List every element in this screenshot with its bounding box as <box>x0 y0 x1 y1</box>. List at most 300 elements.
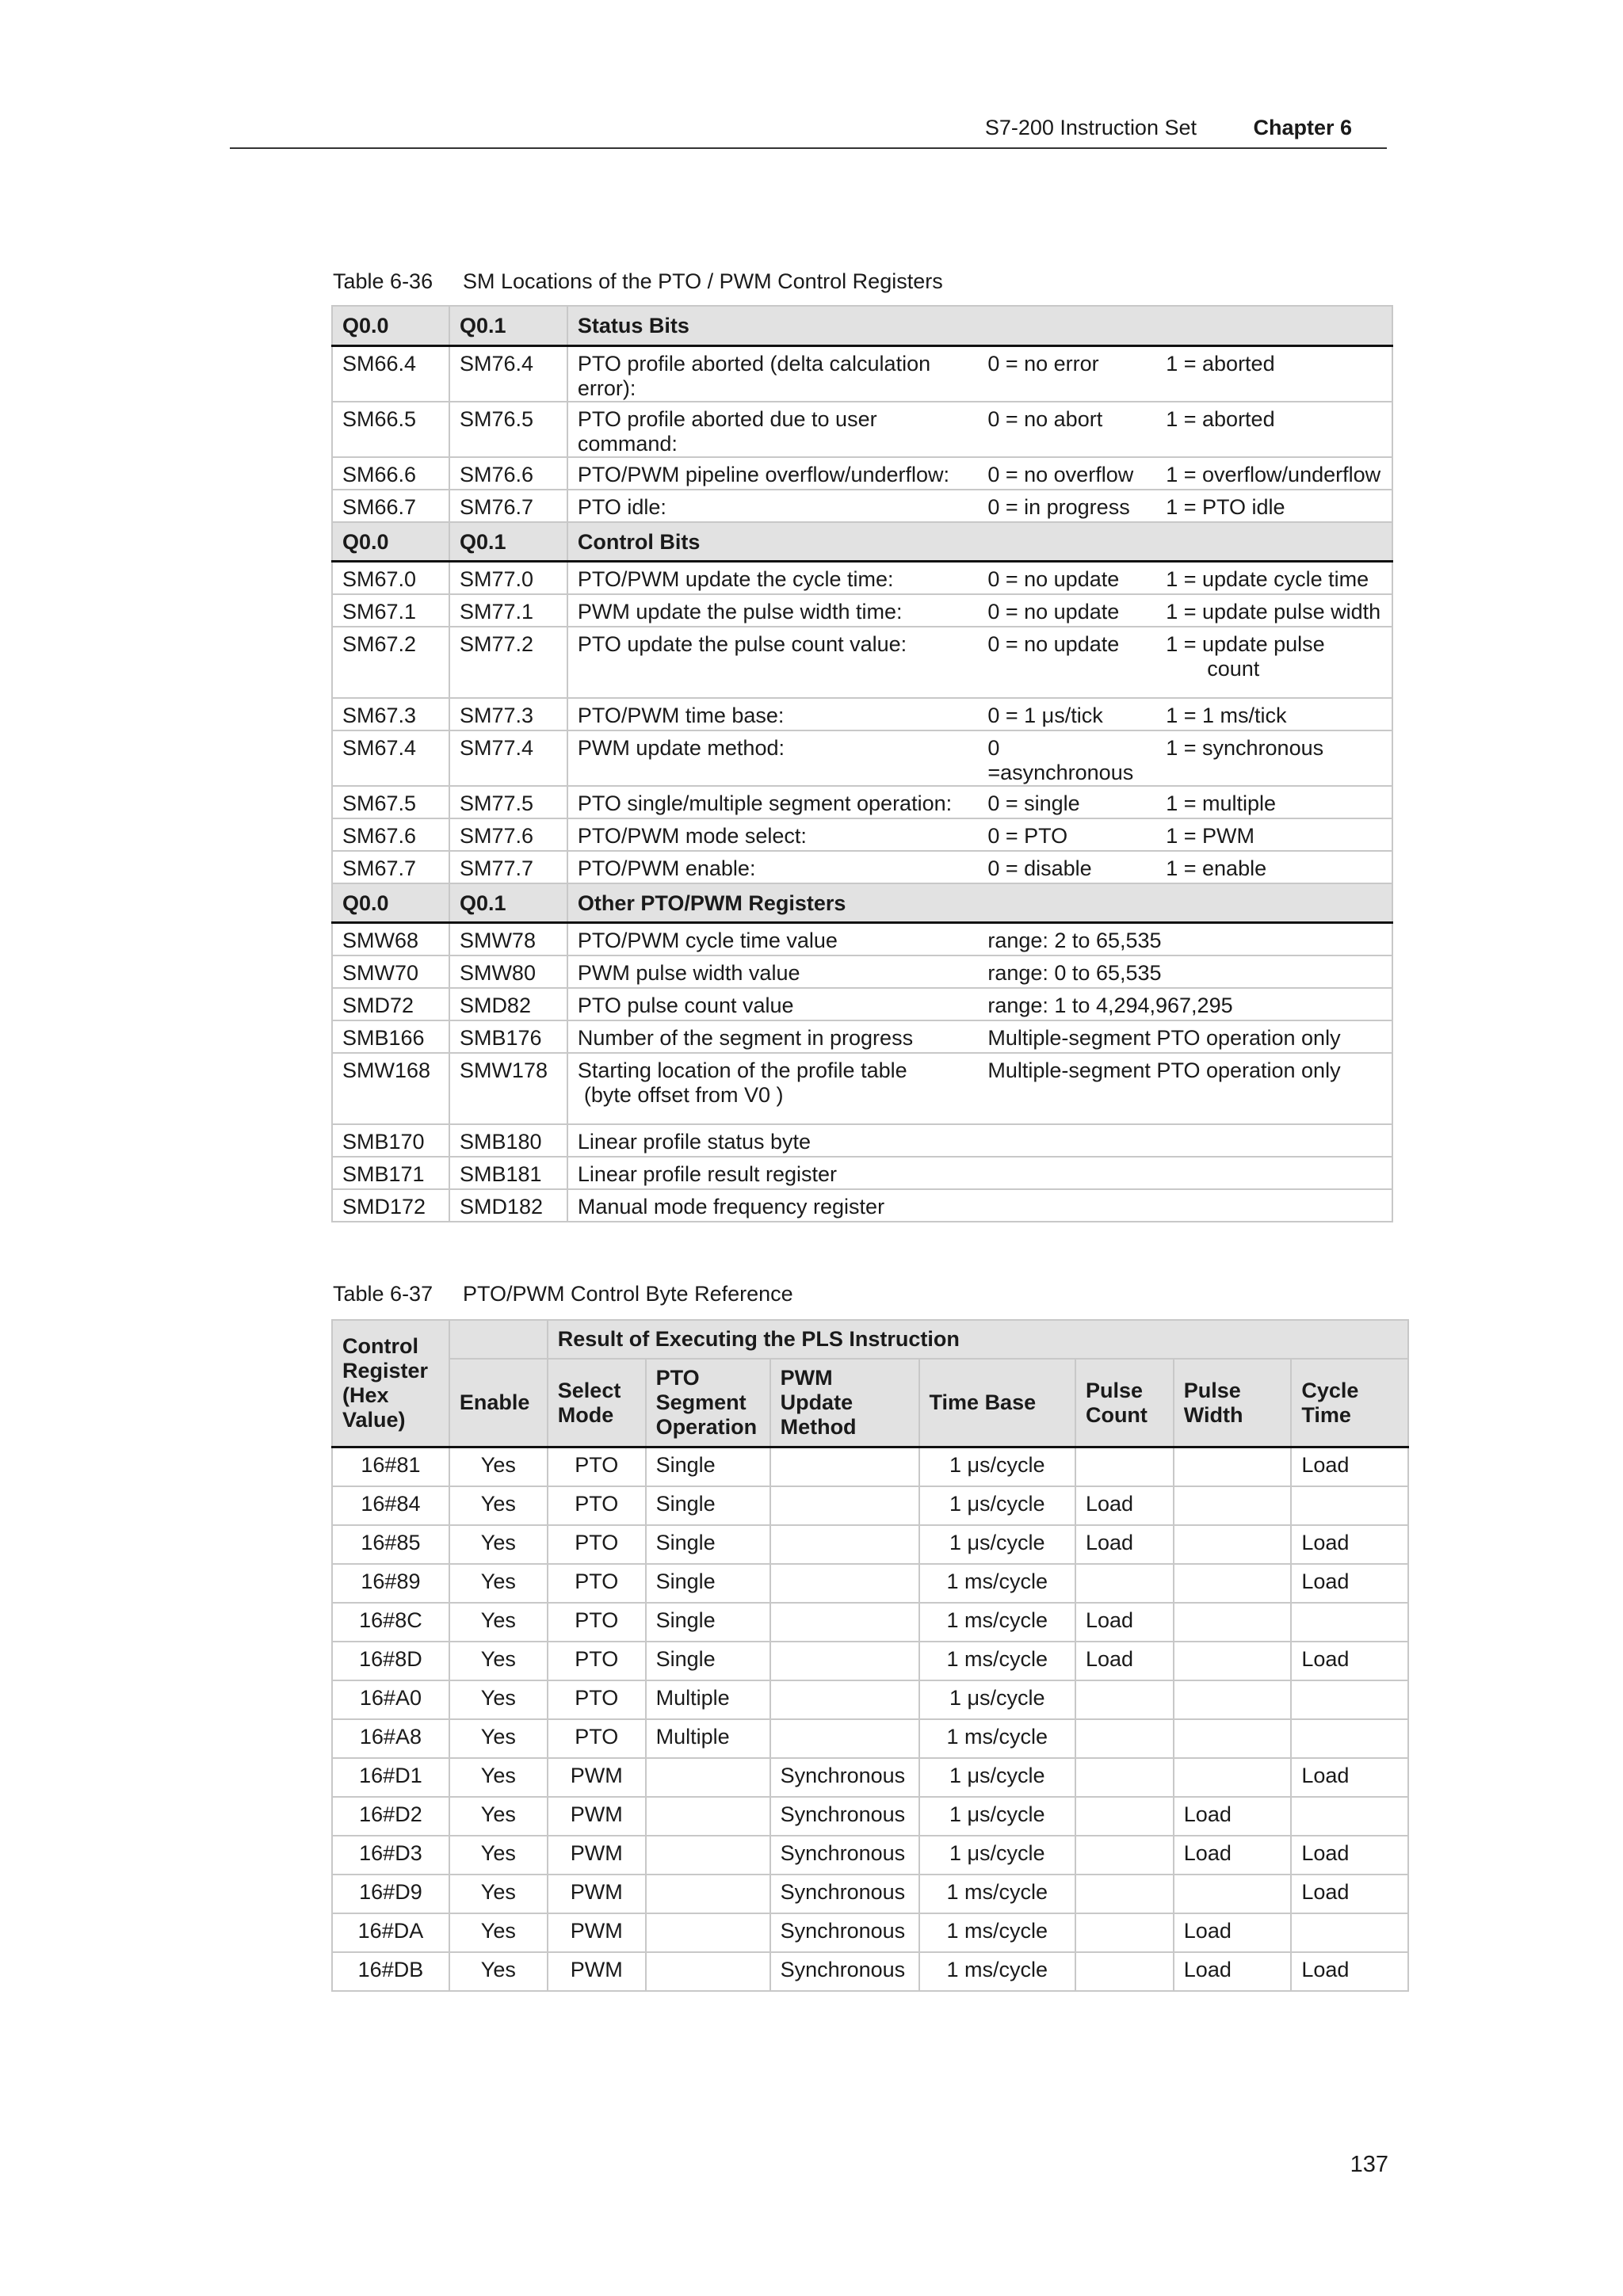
control-byte-row <box>332 1758 1408 1797</box>
enable-value: Yes <box>449 1758 548 1797</box>
update-method-value: Synchronous <box>770 1913 919 1952</box>
q1-address: SMB176 <box>449 1020 567 1053</box>
cycle-time-value <box>1291 1913 1408 1952</box>
control-bit-row <box>332 627 1392 698</box>
value-zero: 0 = no error <box>978 345 1156 402</box>
time-base-value: 1 ms/cycle <box>919 1913 1075 1952</box>
status-bit-row <box>332 345 1392 402</box>
segment-operation-value: Single <box>646 1486 770 1525</box>
blank-header-cell <box>449 1320 548 1359</box>
select-mode-value: PWM <box>548 1875 646 1913</box>
control-register-value: 16#D9 <box>332 1875 449 1913</box>
bit-description: PWM update the pulse width time: <box>567 594 978 627</box>
cycle-time-value: Load <box>1291 1836 1408 1875</box>
q0-address: SMB171 <box>332 1157 449 1189</box>
time-base-value: 1 μs/cycle <box>919 1836 1075 1875</box>
control-bits-title: Control Bits <box>567 522 1392 562</box>
enable-value: Yes <box>449 1913 548 1952</box>
select-mode-header: Select Mode <box>548 1359 646 1447</box>
bit-description: PTO profile aborted (delta calculation error): <box>567 345 978 402</box>
q0-address: SM67.7 <box>332 851 449 883</box>
q0-address: SM66.6 <box>332 457 449 490</box>
control-register-header-line: Value) <box>342 1408 406 1432</box>
control-register-value: 16#A0 <box>332 1680 449 1719</box>
control-byte-row <box>332 1525 1408 1564</box>
enable-value: Yes <box>449 1797 548 1836</box>
control-bit-row <box>332 730 1392 786</box>
select-mode-value: PTO <box>548 1525 646 1564</box>
enable-value: Yes <box>449 1603 548 1642</box>
pwm-update-method-header: PWM Update Method <box>770 1359 919 1447</box>
segment-operation-value: Multiple <box>646 1680 770 1719</box>
q0-address: SMW168 <box>332 1053 449 1124</box>
segment-operation-value: Single <box>646 1447 770 1486</box>
column-header-q0: Q0.0 <box>332 522 449 562</box>
enable-value: Yes <box>449 1564 548 1603</box>
other-registers-title: Other PTO/PWM Registers <box>567 883 1392 923</box>
pulse-count-value <box>1075 1758 1174 1797</box>
bit-description: PTO/PWM pipeline overflow/underflow: <box>567 457 978 490</box>
q1-address: SM77.5 <box>449 786 567 818</box>
value-one: 1 = enable <box>1166 856 1267 880</box>
cycle-time-value <box>1291 1486 1408 1525</box>
control-bit-row <box>332 594 1392 627</box>
q0-address: SMD172 <box>332 1189 449 1222</box>
register-row <box>332 988 1392 1020</box>
pulse-width-value <box>1174 1642 1292 1680</box>
bit-description: PTO profile aborted due to user command: <box>567 402 978 457</box>
register-range: range: 0 to 65,535 <box>978 955 1392 988</box>
control-byte-reference-table <box>331 1319 1409 1992</box>
control-register-value: 16#DB <box>332 1952 449 1991</box>
control-byte-row <box>332 1564 1408 1603</box>
value-one: 1 = aborted <box>1166 351 1275 376</box>
control-byte-row <box>332 1952 1408 1991</box>
update-method-value <box>770 1642 919 1680</box>
q0-address: SM67.1 <box>332 594 449 627</box>
time-base-value: 1 μs/cycle <box>919 1525 1075 1564</box>
register-description-continued: (byte offset from V0 ) <box>583 1082 784 1107</box>
time-base-value: 1 ms/cycle <box>919 1875 1075 1913</box>
select-mode-value: PTO <box>548 1642 646 1680</box>
q1-address: SMD82 <box>449 988 567 1020</box>
q0-address: SMW70 <box>332 955 449 988</box>
enable-value: Yes <box>449 1719 548 1758</box>
bit-description: PTO update the pulse count value: <box>567 627 978 698</box>
q1-address: SMW80 <box>449 955 567 988</box>
update-method-value: Synchronous <box>770 1797 919 1836</box>
control-register-value: 16#D2 <box>332 1797 449 1836</box>
pulse-count-value <box>1075 1564 1174 1603</box>
select-mode-value: PWM <box>548 1836 646 1875</box>
update-method-value: Synchronous <box>770 1952 919 1991</box>
segment-operation-value: Single <box>646 1525 770 1564</box>
register-description: Starting location of the profile table <box>577 1058 907 1082</box>
enable-header: Enable <box>449 1359 548 1447</box>
cycle-time-value: Load <box>1291 1525 1408 1564</box>
time-base-value: 1 μs/cycle <box>919 1486 1075 1525</box>
table-36-caption <box>333 269 943 294</box>
segment-operation-value: Single <box>646 1603 770 1642</box>
control-bit-row <box>332 698 1392 730</box>
register-description-cell <box>567 1189 978 1222</box>
bit-description: PTO/PWM enable: <box>567 851 978 883</box>
value-zero: 0 = no update <box>978 594 1156 627</box>
control-bit-row <box>332 786 1392 818</box>
value-one-cell <box>1156 627 1392 698</box>
header-section-title: S7-200 Instruction Set <box>984 116 1197 139</box>
pulse-width-value <box>1174 1447 1292 1486</box>
register-range <box>978 1189 1392 1222</box>
cycle-time-value: Load <box>1291 1952 1408 1991</box>
control-register-value: 16#81 <box>332 1447 449 1486</box>
update-method-value <box>770 1564 919 1603</box>
cycle-time-value <box>1291 1797 1408 1836</box>
segment-operation-value <box>646 1797 770 1836</box>
register-row <box>332 1020 1392 1053</box>
update-method-value: Synchronous <box>770 1836 919 1875</box>
bit-description: PTO/PWM time base: <box>567 698 978 730</box>
segment-operation-value: Single <box>646 1642 770 1680</box>
register-row <box>332 923 1392 955</box>
register-description-cell <box>567 1124 978 1157</box>
segment-operation-value <box>646 1836 770 1875</box>
value-one-cell <box>1156 730 1392 786</box>
pulse-width-value: Load <box>1174 1836 1292 1875</box>
register-range: range: 2 to 65,535 <box>978 923 1392 955</box>
select-mode-value: PTO <box>548 1603 646 1642</box>
register-description: Manual mode frequency register <box>577 1194 885 1219</box>
select-mode-value: PTO <box>548 1564 646 1603</box>
value-one: 1 = update pulse width <box>1166 599 1381 624</box>
enable-value: Yes <box>449 1875 548 1913</box>
value-one: 1 = aborted <box>1166 406 1275 431</box>
q1-address: SM77.1 <box>449 594 567 627</box>
q1-address: SMB181 <box>449 1157 567 1189</box>
control-byte-row <box>332 1797 1408 1836</box>
pulse-width-value: Load <box>1174 1797 1292 1836</box>
q1-address: SM77.7 <box>449 851 567 883</box>
pulse-width-value <box>1174 1525 1292 1564</box>
q0-address: SMB170 <box>332 1124 449 1157</box>
control-register-header-line: Register <box>342 1359 429 1383</box>
value-zero: 0 = no overflow <box>978 457 1156 490</box>
table-37-header-row-1 <box>332 1320 1408 1359</box>
q0-address: SM67.0 <box>332 562 449 594</box>
value-zero: 0 = disable <box>978 851 1156 883</box>
select-mode-value: PWM <box>548 1952 646 1991</box>
time-base-value: 1 μs/cycle <box>919 1797 1075 1836</box>
segment-operation-value: Multiple <box>646 1719 770 1758</box>
value-zero: 0 = single <box>978 786 1156 818</box>
page-number: 137 <box>1350 2152 1388 2177</box>
control-register-value: 16#84 <box>332 1486 449 1525</box>
pulse-count-value: Load <box>1075 1603 1174 1642</box>
select-mode-value: PWM <box>548 1758 646 1797</box>
cycle-time-value <box>1291 1680 1408 1719</box>
q0-address: SM66.7 <box>332 490 449 522</box>
control-bit-row <box>332 851 1392 883</box>
update-method-value <box>770 1447 919 1486</box>
value-zero: 0 = in progress <box>978 490 1156 522</box>
value-zero: 0 = PTO <box>978 818 1156 851</box>
table-36-title: SM Locations of the PTO / PWM Control Registers <box>463 269 943 293</box>
bit-description: PTO single/multiple segment operation: <box>567 786 978 818</box>
q1-address: SM76.5 <box>449 402 567 457</box>
update-method-value <box>770 1719 919 1758</box>
register-description: Number of the segment in progress <box>577 1025 914 1050</box>
pulse-count-value <box>1075 1797 1174 1836</box>
q0-address: SM67.5 <box>332 786 449 818</box>
select-mode-value: PTO <box>548 1719 646 1758</box>
enable-value: Yes <box>449 1952 548 1991</box>
control-register-value: 16#8C <box>332 1603 449 1642</box>
pulse-width-value <box>1174 1719 1292 1758</box>
q1-address: SM77.6 <box>449 818 567 851</box>
pulse-count-value <box>1075 1836 1174 1875</box>
q1-address: SM77.3 <box>449 698 567 730</box>
table-36-number: Table 6-36 <box>333 269 433 293</box>
control-byte-row <box>332 1603 1408 1642</box>
select-mode-value: PWM <box>548 1797 646 1836</box>
q0-address: SM67.2 <box>332 627 449 698</box>
bit-description: PTO/PWM update the cycle time: <box>567 562 978 594</box>
cycle-time-value <box>1291 1603 1408 1642</box>
value-one-cell <box>1156 402 1392 457</box>
q0-address: SM66.5 <box>332 402 449 457</box>
q0-address: SM66.4 <box>332 345 449 402</box>
control-register-value: 16#D3 <box>332 1836 449 1875</box>
value-one-cell <box>1156 698 1392 730</box>
q0-address: SMB166 <box>332 1020 449 1053</box>
control-register-value: 16#A8 <box>332 1719 449 1758</box>
pulse-width-value: Load <box>1174 1952 1292 1991</box>
q0-address: SMD72 <box>332 988 449 1020</box>
q1-address: SM77.4 <box>449 730 567 786</box>
enable-value: Yes <box>449 1486 548 1525</box>
update-method-value <box>770 1486 919 1525</box>
update-method-value <box>770 1525 919 1564</box>
cycle-time-value <box>1291 1719 1408 1758</box>
pulse-count-header: Pulse Count <box>1075 1359 1174 1447</box>
update-method-value <box>770 1680 919 1719</box>
register-range: Multiple-segment PTO operation only <box>978 1053 1392 1124</box>
register-range: range: 1 to 4,294,967,295 <box>978 988 1392 1020</box>
pulse-count-value <box>1075 1913 1174 1952</box>
control-byte-row <box>332 1486 1408 1525</box>
pulse-width-value <box>1174 1875 1292 1913</box>
register-row <box>332 1124 1392 1157</box>
cycle-time-value: Load <box>1291 1564 1408 1603</box>
control-register-value: 16#8D <box>332 1642 449 1680</box>
control-bit-row <box>332 818 1392 851</box>
pulse-count-value <box>1075 1447 1174 1486</box>
time-base-value: 1 μs/cycle <box>919 1680 1075 1719</box>
value-one-cell <box>1156 851 1392 883</box>
table-37-title: PTO/PWM Control Byte Reference <box>463 1282 793 1306</box>
pulse-width-value <box>1174 1680 1292 1719</box>
q1-address: SM77.0 <box>449 562 567 594</box>
register-description-cell <box>567 1157 978 1189</box>
value-one: 1 = PTO idle <box>1166 494 1285 519</box>
pulse-width-header: Pulse Width <box>1174 1359 1292 1447</box>
pulse-width-value <box>1174 1486 1292 1525</box>
column-header-q1: Q0.1 <box>449 306 567 345</box>
register-row <box>332 1053 1392 1124</box>
q1-address: SM76.7 <box>449 490 567 522</box>
status-bit-row <box>332 457 1392 490</box>
control-byte-row <box>332 1913 1408 1952</box>
register-description: PWM pulse width value <box>577 960 800 985</box>
register-description-cell <box>567 1020 978 1053</box>
pulse-count-value: Load <box>1075 1486 1174 1525</box>
value-one: 1 = synchronous <box>1166 735 1324 760</box>
register-description: PTO pulse count value <box>577 993 794 1017</box>
value-one-continued: count <box>1207 656 1260 681</box>
enable-value: Yes <box>449 1642 548 1680</box>
register-row <box>332 1189 1392 1222</box>
q0-address: SM67.3 <box>332 698 449 730</box>
enable-value: Yes <box>449 1680 548 1719</box>
register-row <box>332 1157 1392 1189</box>
sm-locations-table <box>331 305 1393 1222</box>
register-range: Multiple-segment PTO operation only <box>978 1020 1392 1053</box>
column-header-q1: Q0.1 <box>449 883 567 923</box>
register-range <box>978 1124 1392 1157</box>
pulse-count-value <box>1075 1952 1174 1991</box>
control-register-header-line: (Hex <box>342 1383 389 1407</box>
q1-address: SMW78 <box>449 923 567 955</box>
control-register-value: 16#89 <box>332 1564 449 1603</box>
value-one-cell <box>1156 490 1392 522</box>
pulse-count-value <box>1075 1719 1174 1758</box>
status-bits-title: Status Bits <box>567 306 1392 345</box>
q1-address: SMB180 <box>449 1124 567 1157</box>
register-description: PTO/PWM cycle time value <box>577 929 838 952</box>
control-byte-row <box>332 1719 1408 1758</box>
value-zero: 0 = no update <box>978 627 1156 698</box>
segment-operation-value: Single <box>646 1564 770 1603</box>
value-one-cell <box>1156 786 1392 818</box>
pulse-count-value <box>1075 1875 1174 1913</box>
q1-address: SMD182 <box>449 1189 567 1222</box>
control-register-header-line: Control <box>342 1334 418 1358</box>
control-bit-row <box>332 562 1392 594</box>
pulse-count-value: Load <box>1075 1642 1174 1680</box>
control-byte-row <box>332 1680 1408 1719</box>
column-header-q1: Q0.1 <box>449 522 567 562</box>
value-one: 1 = 1 ms/tick <box>1166 703 1287 727</box>
enable-value: Yes <box>449 1447 548 1486</box>
status-bits-header-row <box>332 306 1392 345</box>
register-description-cell <box>567 1053 978 1124</box>
pulse-width-value <box>1174 1758 1292 1797</box>
enable-value: Yes <box>449 1525 548 1564</box>
value-one: 1 = update pulse <box>1166 631 1325 656</box>
cycle-time-value: Load <box>1291 1875 1408 1913</box>
register-description-cell <box>567 923 978 955</box>
value-one: 1 = PWM <box>1166 823 1255 848</box>
status-bit-row <box>332 490 1392 522</box>
page-header <box>230 111 1387 149</box>
value-zero: 0 =asynchronous <box>978 730 1156 786</box>
control-register-value: 16#D1 <box>332 1758 449 1797</box>
value-one: 1 = overflow/underflow <box>1166 462 1381 486</box>
other-registers-header-row <box>332 883 1392 923</box>
control-register-header <box>332 1320 449 1447</box>
time-base-value: 1 ms/cycle <box>919 1719 1075 1758</box>
value-zero: 0 = no abort <box>978 402 1156 457</box>
control-register-value: 16#85 <box>332 1525 449 1564</box>
pulse-width-value <box>1174 1603 1292 1642</box>
register-row <box>332 955 1392 988</box>
register-description: Linear profile status byte <box>577 1129 812 1154</box>
pulse-width-value: Load <box>1174 1913 1292 1952</box>
register-description: Linear profile result register <box>577 1161 838 1186</box>
value-one-cell <box>1156 562 1392 594</box>
segment-operation-value <box>646 1875 770 1913</box>
q1-address: SM76.4 <box>449 345 567 402</box>
value-one-cell <box>1156 345 1392 402</box>
value-zero: 0 = no update <box>978 562 1156 594</box>
table-37-number: Table 6-37 <box>333 1282 433 1306</box>
value-zero: 0 = 1 μs/tick <box>978 698 1156 730</box>
bit-description: PTO idle: <box>567 490 978 522</box>
control-register-value: 16#DA <box>332 1913 449 1952</box>
register-description-cell <box>567 955 978 988</box>
time-base-value: 1 μs/cycle <box>919 1758 1075 1797</box>
update-method-value: Synchronous <box>770 1758 919 1797</box>
update-method-value: Synchronous <box>770 1875 919 1913</box>
select-mode-value: PWM <box>548 1913 646 1952</box>
segment-operation-value <box>646 1913 770 1952</box>
status-bit-row <box>332 402 1392 457</box>
value-one-cell <box>1156 594 1392 627</box>
cycle-time-value: Load <box>1291 1758 1408 1797</box>
column-header-q0: Q0.0 <box>332 883 449 923</box>
control-byte-row <box>332 1875 1408 1913</box>
table-37-header-row-2 <box>332 1359 1408 1447</box>
value-one-cell <box>1156 457 1392 490</box>
time-base-value: 1 ms/cycle <box>919 1603 1075 1642</box>
time-base-value: 1 ms/cycle <box>919 1564 1075 1603</box>
cycle-time-value: Load <box>1291 1447 1408 1486</box>
update-method-value <box>770 1603 919 1642</box>
value-one-cell <box>1156 818 1392 851</box>
control-byte-row <box>332 1642 1408 1680</box>
register-range <box>978 1157 1392 1189</box>
control-byte-row <box>332 1447 1408 1486</box>
q0-address: SM67.6 <box>332 818 449 851</box>
enable-value: Yes <box>449 1836 548 1875</box>
table-37-caption <box>333 1282 793 1306</box>
bit-description: PTO/PWM mode select: <box>567 818 978 851</box>
result-header: Result of Executing the PLS Instruction <box>548 1320 1408 1359</box>
cycle-time-header: Cycle Time <box>1291 1359 1408 1447</box>
header-chapter: Chapter 6 <box>1253 116 1352 139</box>
value-one: 1 = update cycle time <box>1166 567 1369 591</box>
segment-operation-value <box>646 1952 770 1991</box>
pto-segment-operation-header: PTO Segment Operation <box>646 1359 770 1447</box>
select-mode-value: PTO <box>548 1486 646 1525</box>
q1-address: SM76.6 <box>449 457 567 490</box>
pulse-width-value <box>1174 1564 1292 1603</box>
time-base-value: 1 μs/cycle <box>919 1447 1075 1486</box>
time-base-value: 1 ms/cycle <box>919 1952 1075 1991</box>
cycle-time-value: Load <box>1291 1642 1408 1680</box>
pulse-count-value <box>1075 1680 1174 1719</box>
column-header-q0: Q0.0 <box>332 306 449 345</box>
